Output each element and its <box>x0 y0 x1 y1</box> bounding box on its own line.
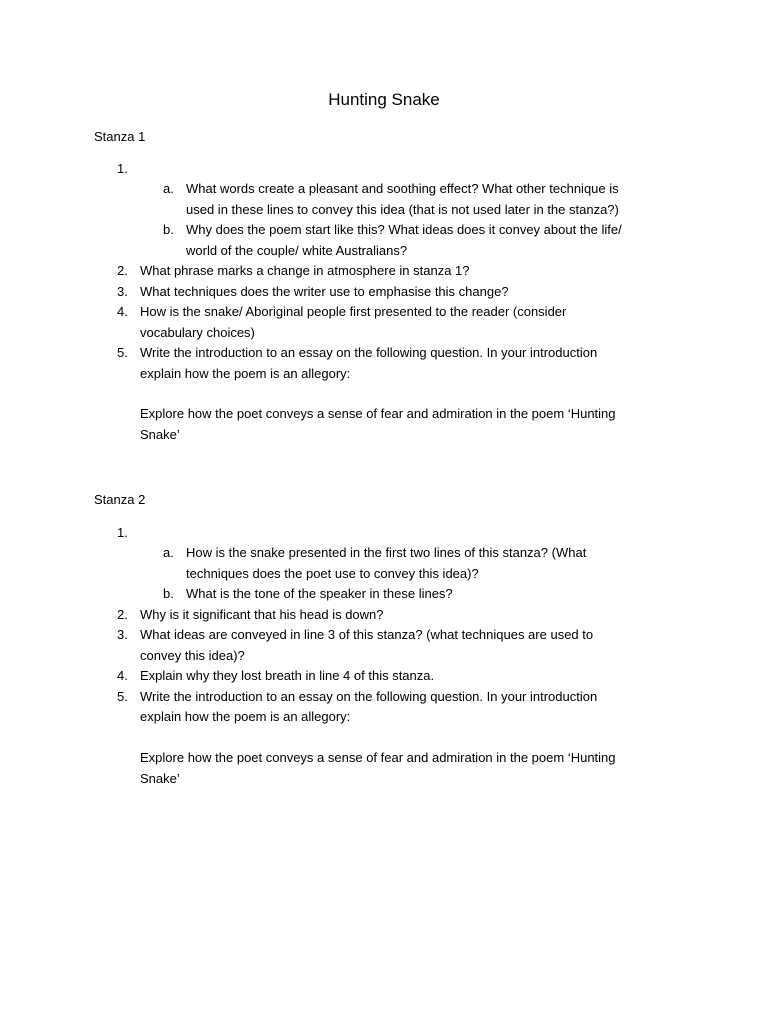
s2-q3-line-2: convey this idea)? <box>140 648 245 663</box>
s1-q1b-line-2: world of the couple/ white Australians? <box>186 243 408 258</box>
stanza-2-heading: Stanza 2 <box>94 492 146 507</box>
s1-q3-line-1: What techniques does the writer use to emphasise this change? <box>140 284 509 299</box>
s1-q1b-marker: b. <box>163 222 174 237</box>
s2-q1a-line-1: How is the snake presented in the first two lines of this stanza? (What <box>186 545 587 560</box>
s2-q1b-marker: b. <box>163 586 174 601</box>
s1-q4-line-2: vocabulary choices) <box>140 325 255 340</box>
s2-q3-line-1: What ideas are conveyed in line 3 of this stanza? (what techniques are used to <box>140 627 594 642</box>
s1-q1-number: 1. <box>117 161 128 176</box>
s1-q5-number: 5. <box>117 345 128 360</box>
s1-q1b-line-1: Why does the poem start like this? What ideas does it convey about the life/ <box>186 222 622 237</box>
s2-q5-number: 5. <box>117 689 128 704</box>
s1-essay-prompt-line-1: Explore how the poet conveys a sense of fear and admiration in the poem ‘Hunting <box>140 406 616 421</box>
s2-q1a-marker: a. <box>163 545 174 560</box>
s2-q1a-line-2: techniques does the poet use to convey this idea)? <box>186 566 479 581</box>
s1-q5-line-2: explain how the poem is an allegory: <box>140 366 351 381</box>
s1-q1a-line-2: used in these lines to convey this idea (that is not used later in the stanza?) <box>186 202 619 217</box>
s1-essay-prompt-line-2: Snake’ <box>140 427 180 442</box>
s2-q2-number: 2. <box>117 607 128 622</box>
s1-q1a-marker: a. <box>163 181 174 196</box>
document-title: Hunting Snake <box>328 90 440 109</box>
s2-q4-number: 4. <box>117 668 128 683</box>
s1-q1a-line-1: What words create a pleasant and soothing effect? What other technique is <box>186 181 619 196</box>
s2-q3-number: 3. <box>117 627 128 642</box>
s2-q5-line-2: explain how the poem is an allegory: <box>140 709 351 724</box>
s2-q2-line-1: Why is it significant that his head is down? <box>140 607 384 622</box>
s2-q5-line-1: Write the introduction to an essay on the following question. In your introduction <box>140 689 598 704</box>
s2-q1b-line-1: What is the tone of the speaker in these lines? <box>186 586 453 601</box>
s1-q2-number: 2. <box>117 263 128 278</box>
s1-q3-number: 3. <box>117 284 128 299</box>
s1-q2-line-1: What phrase marks a change in atmosphere in stanza 1? <box>140 263 470 278</box>
s1-q5-line-1: Write the introduction to an essay on the following question. In your introduction <box>140 345 598 360</box>
stanza-1-heading: Stanza 1 <box>94 129 146 144</box>
s2-essay-prompt-line-1: Explore how the poet conveys a sense of fear and admiration in the poem ‘Hunting <box>140 750 616 765</box>
s2-q4-line-1: Explain why they lost breath in line 4 of this stanza. <box>140 668 435 683</box>
s1-q4-line-1: How is the snake/ Aboriginal people first presented to the reader (consider <box>140 304 567 319</box>
s1-q4-number: 4. <box>117 304 128 319</box>
s2-essay-prompt-line-2: Snake’ <box>140 771 180 786</box>
s2-q1-number: 1. <box>117 525 128 540</box>
